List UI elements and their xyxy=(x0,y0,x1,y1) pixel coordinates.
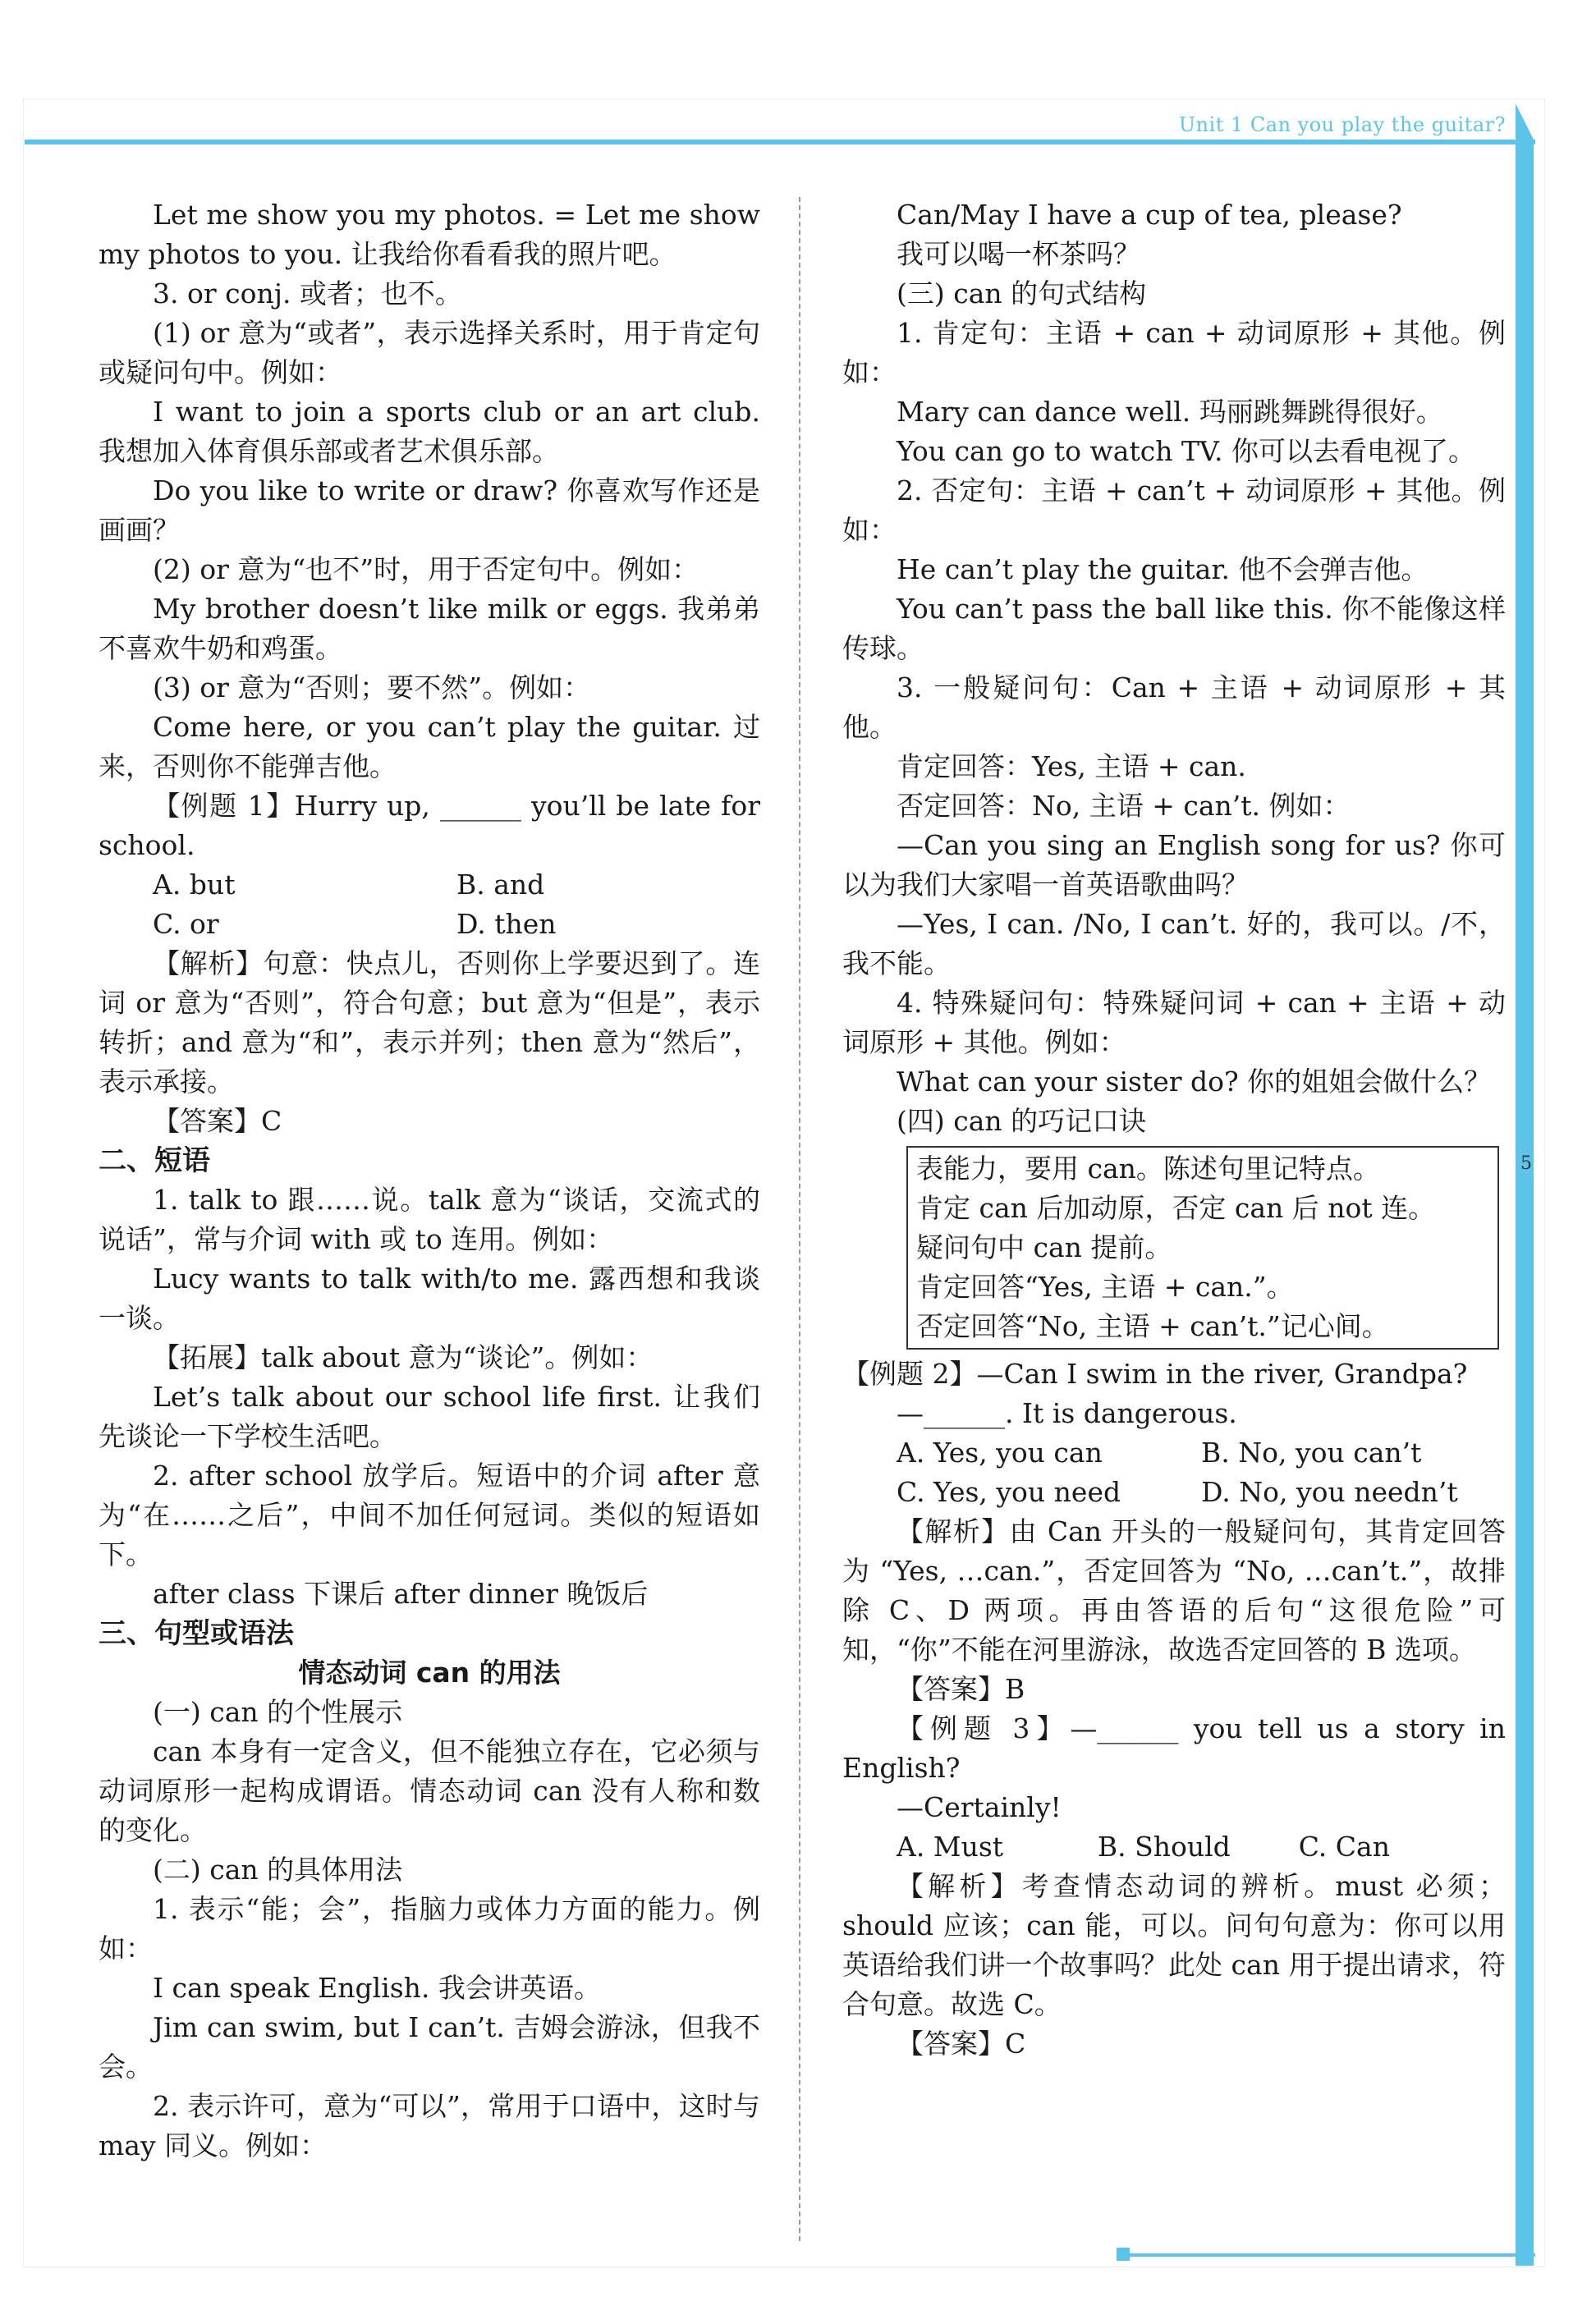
right-column xyxy=(842,195,1506,2064)
paragraph: I can speak English. 我会讲英语。 xyxy=(153,1972,601,2004)
paragraph: (3) or 意为“否则；要不然”。例如： xyxy=(153,672,591,704)
q1-options xyxy=(99,905,760,944)
paragraph: (四) can 的巧记口诀 xyxy=(897,1105,1147,1137)
q2-options xyxy=(842,1433,1506,1473)
analysis: 【解析】句意：快点儿，否则你上学要迟到了。连词 or 意为“否则”，符合句意；but 意为“但是”，表示转折；and 意为“和”，表示并列；then 意为“然后”，表示承接。 xyxy=(99,947,760,1098)
option: C. Yes, you need xyxy=(897,1476,1121,1508)
paragraph: My brother doesn’t like milk or eggs. 我弟弟不喜欢牛奶和鸡蛋。 xyxy=(99,593,760,664)
paragraph: I want to join a sports club or an art club. 我想加入体育俱乐部或者艺术俱乐部。 xyxy=(99,396,760,467)
paragraph: (一) can 的个性展示 xyxy=(153,1696,403,1728)
side-tab-bar xyxy=(1516,140,1534,2266)
option: B. and xyxy=(456,869,545,901)
answer: 【答案】C xyxy=(153,1105,282,1137)
paragraph: 1. 表示“能；会”，指脑力或体力方面的能力。例如： xyxy=(99,1893,760,1964)
paragraph: What can your sister do? 你的姐姐会做什么？ xyxy=(897,1066,1492,1098)
footer-rule xyxy=(1125,2253,1535,2257)
paragraph: Mary can dance well. 玛丽跳舞跳得很好。 xyxy=(897,396,1443,428)
option: B. Should xyxy=(1097,1831,1231,1863)
paragraph: 1. 肯定句：主语 + can + 动词原形 + 其他。例如： xyxy=(842,317,1506,388)
option: D. then xyxy=(456,908,557,940)
paragraph: (2) or 意为“也不”时，用于否定句中。例如： xyxy=(153,553,699,585)
paragraph: 肯定回答：Yes, 主语 + can. xyxy=(897,750,1246,782)
subsection-title: 情态动词 can 的用法 xyxy=(298,1657,561,1689)
q1-options xyxy=(99,865,760,905)
option: A. Yes, you can xyxy=(897,1437,1103,1469)
side-tab-corner xyxy=(1516,103,1534,140)
paragraph: 2. 否定句：主语 + can’t + 动词原形 + 其他。例如： xyxy=(842,474,1506,546)
paragraph: after class 下课后 after dinner 晚饭后 xyxy=(153,1578,649,1610)
analysis: 【解析】由 Can 开头的一般疑问句，其肯定回答为 “Yes, …can.”，否定回答为 “No, …can’t.”，故排除 C、D 两项。再由答语的后句“这很危险”可知，“你”不能在河里游泳，故选否定回答的 B 选项。 xyxy=(842,1515,1506,1666)
paragraph: —Yes, I can. /No, I can’t. 好的，我可以。/不，我不能。 xyxy=(842,908,1506,979)
mnemonic-line: 疑问句中 can 提前。 xyxy=(916,1231,1172,1263)
mnemonic-box xyxy=(906,1146,1499,1350)
section-heading: 三、句型或语法 xyxy=(99,1617,294,1650)
option: A. Must xyxy=(897,1831,1004,1863)
paragraph: 【拓展】talk about 意为“谈论”。例如： xyxy=(153,1341,654,1373)
paragraph: You can go to watch TV. 你可以去看电视了。 xyxy=(897,435,1475,467)
option: B. No, you can’t xyxy=(1201,1437,1422,1469)
page-number: 5 xyxy=(1520,1153,1532,1174)
paragraph: 1. talk to 跟……说。talk 意为“谈话，交流式的说话”，常与介词 with 或 to 连用。例如： xyxy=(99,1184,760,1255)
paragraph: Can/May I have a cup of tea, please? xyxy=(897,199,1402,231)
example-question-2: 【例题 2】—Can I swim in the river, Grandpa? xyxy=(842,1358,1468,1390)
paragraph: Jim can swim, but I can’t. 吉姆会游泳，但我不会。 xyxy=(99,2011,760,2083)
paragraph: 4. 特殊疑问句：特殊疑问词 + can + 主语 + 动词原形 + 其他。例如： xyxy=(842,987,1506,1058)
q2-options xyxy=(842,1473,1506,1512)
mnemonic-line: 否定回答“No, 主语 + can’t.”记心间。 xyxy=(916,1310,1389,1342)
example-question-1: 【例题 1】Hurry up, ______ you’ll be late for school. xyxy=(99,790,760,861)
paragraph: Let’s talk about our school life first. 让我们先谈论一下学校生活吧。 xyxy=(99,1381,760,1452)
paragraph: 2. 表示许可，意为“可以”，常用于口语中，这时与 may 同义。例如： xyxy=(99,2090,760,2161)
paragraph: can 本身有一定含义，但不能独立存在，它必须与动词原形一起构成谓语。情态动词 can 没有人称和数的变化。 xyxy=(99,1735,760,1846)
answer: 【答案】C xyxy=(897,2028,1026,2060)
paragraph: He can’t play the guitar. 他不会弹吉他。 xyxy=(897,553,1429,585)
option: C. or xyxy=(153,908,219,940)
column-divider xyxy=(799,197,800,2241)
running-title: Unit 1 Can you play the guitar? xyxy=(1178,113,1506,136)
analysis: 【解析】考查情态动词的辨析。must 必须；should 应该；can 能，可以。问句句意为：你可以用英语给我们讲一个故事吗？此处 can 用于提出请求，符合句意。故选 C。 xyxy=(842,1870,1506,2020)
mnemonic-line: 肯定 can 后加动原，否定 can 后 not 连。 xyxy=(916,1192,1436,1224)
header-rule xyxy=(25,140,1535,144)
mnemonic-line: 肯定回答“Yes, 主语 + can.”。 xyxy=(916,1271,1294,1303)
paragraph: 3. 一般疑问句：Can + 主语 + 动词原形 + 其他。 xyxy=(842,672,1506,743)
example-question-2-line: —______. It is dangerous. xyxy=(897,1397,1237,1429)
paragraph: (1) or 意为“或者”，表示选择关系时，用于肯定句或疑问句中。例如： xyxy=(99,317,760,388)
section-heading: 二、短语 xyxy=(99,1144,210,1177)
option: C. Can xyxy=(1298,1831,1390,1863)
example-question-3: 【例题 3】—______ you tell us a story in English? xyxy=(842,1712,1506,1784)
option: D. No, you needn’t xyxy=(1201,1476,1458,1508)
paragraph: Do you like to write or draw? 你喜欢写作还是画画？ xyxy=(99,474,760,546)
paragraph: —Certainly! xyxy=(897,1791,1062,1823)
paragraph: —Can you sing an English song for us? 你可以为我们大家唱一首英语歌曲吗？ xyxy=(842,829,1506,901)
q3-options xyxy=(842,1827,1506,1867)
paragraph: (三) can 的句式结构 xyxy=(897,277,1147,309)
answer: 【答案】B xyxy=(897,1673,1025,1705)
paragraph: 2. after school 放学后。短语中的介词 after 意为“在……之后”，中间不加任何冠词。类似的短语如下。 xyxy=(99,1460,760,1570)
paragraph: 否定回答：No, 主语 + can’t. 例如： xyxy=(897,790,1351,822)
option: A. but xyxy=(153,869,236,901)
paragraph: 我可以喝一杯茶吗？ xyxy=(897,238,1140,270)
paragraph: 3. or conj. 或者；也不。 xyxy=(153,277,462,309)
paragraph: You can’t pass the ball like this. 你不能像这样传球。 xyxy=(842,593,1506,664)
paragraph: Come here, or you can’t play the guitar. 过来，否则你不能弹吉他。 xyxy=(99,711,760,782)
paragraph: (二) can 的具体用法 xyxy=(153,1854,403,1886)
paragraph: Let me show you my photos. = Let me show my photos to you. 让我给你看看我的照片吧。 xyxy=(99,199,760,270)
mnemonic-line: 表能力，要用 can。陈述句里记特点。 xyxy=(916,1153,1380,1185)
left-column xyxy=(99,195,760,2166)
paragraph: Lucy wants to talk with/to me. 露西想和我谈一谈。 xyxy=(99,1263,760,1334)
